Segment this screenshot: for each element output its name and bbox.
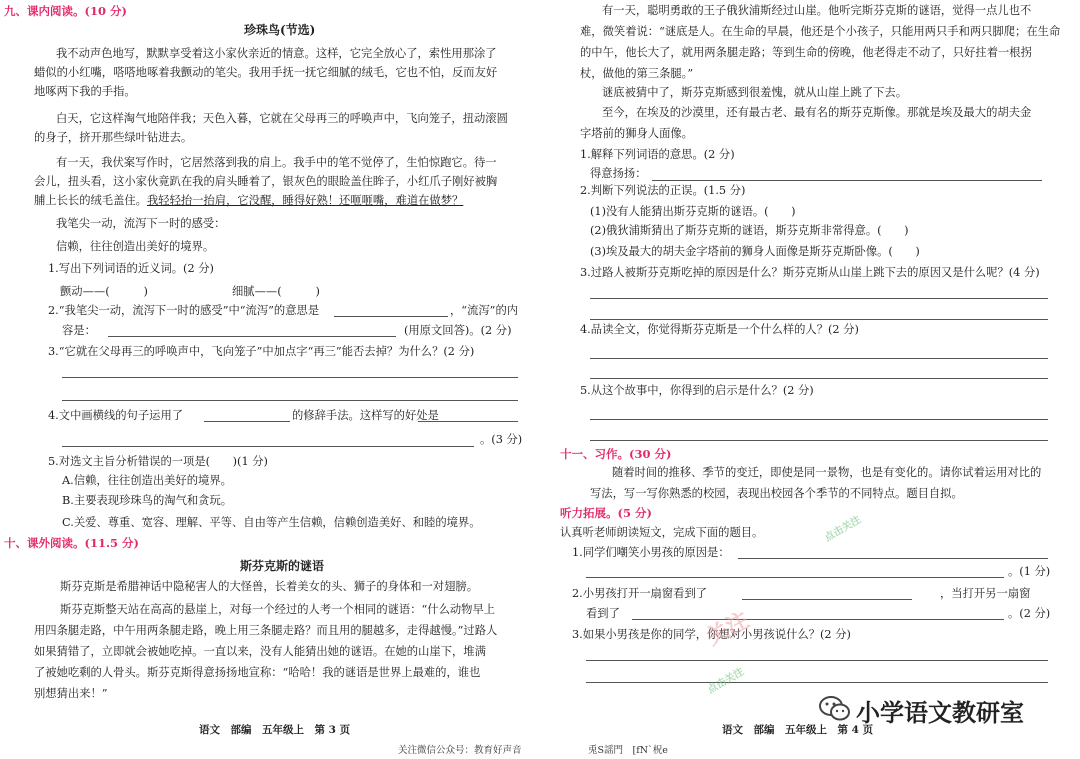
listening-instruction: 认真听老师朗读短文，完成下面的题目。 bbox=[560, 526, 764, 539]
passage-line: 地啄两下我的手指。 bbox=[34, 85, 136, 98]
wechat-account-name: 小学语文教研室 bbox=[856, 699, 1024, 727]
question-2-suffix: (用原文回答)。(2 分) bbox=[404, 324, 512, 337]
answer-line[interactable] bbox=[590, 378, 1048, 379]
passage-line: 斯芬克斯整天站在高高的悬崖上，对每一个经过的人考一个相同的谜语：“什么动物早上 bbox=[60, 603, 496, 616]
passage-line: 杖，做他的第三条腿。” bbox=[580, 67, 694, 80]
statement-1: (1)没有人能猜出斯芬克斯的谜语。( ) bbox=[590, 205, 796, 218]
option-c: C.关爱、尊重、宽容、理解、平等、自由等产生信赖，信赖创造美好、和睦的境界。 bbox=[62, 516, 481, 529]
question-1: 1.写出下列词语的近义词。(2 分) bbox=[48, 262, 214, 275]
passage-line: 如果猜错了，立即就会被她吃掉。一直以来，没有人能猜出她的谜语。在她的山崖下，堆满 bbox=[34, 645, 486, 658]
answer-line[interactable] bbox=[590, 298, 1048, 299]
option-b: B.主要表现珍珠鸟的淘气和贪玩。 bbox=[62, 494, 233, 507]
listening-q2-cont: ，当打开另一扇窗 bbox=[940, 587, 1031, 600]
answer-blank[interactable] bbox=[108, 336, 396, 337]
answer-line[interactable] bbox=[590, 319, 1048, 320]
section-11-heading: 十一、习作。(30 分) bbox=[560, 447, 672, 461]
listening-q2-score: 。(2 分) bbox=[1008, 607, 1051, 620]
passage-line: 有一天，我伏案写作时，它居然落到我的肩上。我手中的笔不觉停了，生怕惊跑它。待一 bbox=[56, 156, 497, 169]
passage-line: 白天，它这样淘气地陪伴我；天色入暮，它就在父母再三的呼唤声中，飞向笼子，扭动滚圆 bbox=[56, 112, 508, 125]
question-2-line2: 容是： bbox=[62, 324, 96, 337]
question-r2: 2.判断下列说法的正误。(1.5 分) bbox=[580, 184, 746, 197]
passage-line: 斯芬克斯是希腊神话中隐秘害人的大怪兽，长着美女的头、狮子的身体和一对翅膀。 bbox=[60, 580, 478, 593]
listening-q2: 2.小男孩打开一扇窗看到了 bbox=[572, 587, 708, 600]
statement-2: (2)俄狄浦斯猜出了斯芬克斯的谜语，斯芬克斯非常得意。( ) bbox=[590, 224, 909, 237]
answer-line[interactable] bbox=[62, 446, 474, 447]
passage-line: 我不动声色地写，默默享受着这小家伙亲近的情意。这样，它完全放心了，索性用那涂了 bbox=[56, 47, 497, 60]
page-footer-4: 语文 部编 五年级上 第 4 页 bbox=[722, 724, 874, 736]
passage-line: 蜡似的小红嘴，嗒嗒地啄着我颤动的笔尖。我用手抚一抚它细腻的绒毛，它也不怕，反而友好 bbox=[34, 66, 498, 79]
question-r1a: 得意扬扬： bbox=[590, 167, 647, 180]
answer-blank[interactable] bbox=[334, 316, 448, 317]
question-r5: 5.从这个故事中，你得到的启示是什么？(2 分) bbox=[580, 384, 814, 397]
passage-line bbox=[34, 194, 463, 208]
answer-blank[interactable] bbox=[204, 421, 290, 422]
question-r4: 4.品读全文，你觉得斯芬克斯是一个什么样的人？(2 分) bbox=[580, 323, 859, 336]
passage-line: 的中午，他长大了，就用两条腿走路；等到生命的傍晚，他老得走不动了，只好拄着一根拐 bbox=[580, 46, 1032, 59]
underlined-sentence: 我轻轻抬一抬肩，它没醒，睡得好熟！还咂咂嘴，难道在做梦？ bbox=[146, 194, 464, 207]
wechat-watermark bbox=[818, 692, 1058, 726]
passage-title-sphinx: 斯芬克斯的谜语 bbox=[240, 559, 325, 573]
question-2: 2.“我笔尖一动，流泻下一时的感受”中“流泻”的意思是 bbox=[48, 304, 320, 317]
passage-line: 至今，在埃及的沙漠里，还有最古老、最有名的斯芬克斯像。那就是埃及最大的胡夫金 bbox=[602, 106, 1032, 119]
passage-line: 我笔尖一动，流泻下一时的感受： bbox=[56, 217, 226, 230]
watermark-stamp-red: 关注 bbox=[702, 607, 754, 651]
answer-line[interactable] bbox=[586, 577, 1004, 578]
passage-line: 用四条腿走路，中午用两条腿走路，晚上用三条腿走路？而且用的腿越多，走得越慢。”过路人 bbox=[34, 624, 498, 637]
writing-prompt: 写法，写一写你熟悉的校园，表现出校园各个季节的不同特点。题目自拟。 bbox=[590, 487, 963, 500]
passage-line: 别想猜出来！” bbox=[34, 687, 108, 700]
question-r1: 1.解释下列词语的意思。(2 分) bbox=[580, 148, 735, 161]
question-3: 3.“它就在父母再三的呼唤声中，飞向笼子”中加点字“再三”能否去掉？为什么？(2 分) bbox=[48, 345, 475, 358]
question-4-cont: 的修辞手法。这样写的好处是 bbox=[292, 409, 439, 422]
question-2-cont: ，“流泻”的内 bbox=[450, 304, 519, 317]
listening-q1-score: 。(1 分) bbox=[1008, 565, 1051, 578]
answer-line[interactable] bbox=[586, 682, 1048, 683]
passage-line: 字塔前的狮身人面像。 bbox=[580, 127, 693, 140]
answer-line[interactable] bbox=[590, 419, 1048, 420]
answer-line[interactable] bbox=[632, 619, 1004, 620]
writing-prompt: 随着时间的推移、季节的变迁，即使是同一景物，也是有变化的。请你试着运用对比的 bbox=[612, 466, 1042, 479]
answer-line[interactable] bbox=[590, 440, 1048, 441]
bottom-follow-text: 关注微信公众号：教育好声音 bbox=[398, 745, 522, 756]
bottom-garbled-text: 兎S謡門 [fN`柷e bbox=[588, 745, 668, 756]
watermark-stamp-green: 点击关注 bbox=[822, 514, 864, 544]
answer-blank[interactable] bbox=[742, 599, 912, 600]
passage-line: 谜底被猜中了，斯芬克斯感到很羞愧，就从山崖上跳了下去。 bbox=[602, 86, 908, 99]
passage-line: 的身子，挤开那些绿叶钻进去。 bbox=[34, 131, 193, 144]
listening-q2-line2: 看到了 bbox=[586, 607, 620, 620]
passage-line: 会儿，扭头看，这小家伙竟趴在我的肩头睡着了，银灰色的眼睑盖住眸子，小红爪子刚好被胸 bbox=[34, 175, 498, 188]
page-footer-3: 语文 部编 五年级上 第 3 页 bbox=[199, 724, 351, 736]
section-9-heading: 九、课内阅读。(10 分) bbox=[4, 4, 127, 18]
question-5: 5.对选文主旨分析错误的一项是( )(1 分) bbox=[48, 455, 268, 468]
question-4: 4.文中画横线的句子运用了 bbox=[48, 409, 184, 422]
passage-line: 有一天，聪明勇敢的王子俄狄浦斯经过山崖。他听完斯芬克斯的谜语，觉得一点儿也不 bbox=[602, 4, 1032, 17]
passage-line: 难，微笑着说：“谜底是人。在生命的早晨，他还是个小孩子，只能用两只手和两只脚爬；在生命 bbox=[580, 25, 1061, 38]
passage-line: 信赖，往往创造出美好的境界。 bbox=[56, 240, 215, 253]
answer-line[interactable] bbox=[738, 558, 1048, 559]
answer-line[interactable] bbox=[590, 358, 1048, 359]
wechat-icon bbox=[818, 694, 852, 724]
question-1a: 颤动——( ) bbox=[60, 285, 148, 298]
answer-line[interactable] bbox=[586, 660, 1048, 661]
answer-line[interactable] bbox=[652, 180, 1042, 181]
question-r3: 3.过路人被斯芬克斯吃掉的原因是什么？斯芬克斯从山崖上跳下去的原因又是什么呢？(4 分) bbox=[580, 266, 1040, 279]
passage-text: 脯上长长的绒毛盖住。 bbox=[34, 194, 147, 207]
answer-blank[interactable] bbox=[418, 421, 518, 422]
answer-line[interactable] bbox=[62, 400, 518, 401]
passage-title-pearl-bird: 珍珠鸟(节选) bbox=[244, 23, 316, 37]
answer-line[interactable] bbox=[62, 377, 518, 378]
listening-heading: 听力拓展。(5 分) bbox=[560, 506, 652, 520]
section-10-heading: 十、课外阅读。(11.5 分) bbox=[4, 536, 139, 550]
statement-3: (3)埃及最大的胡夫金字塔前的狮身人面像是斯芬克斯卧像。( ) bbox=[590, 245, 920, 258]
option-a: A.信赖，往往创造出美好的境界。 bbox=[62, 474, 232, 487]
listening-q3: 3.如果小男孩是你的同学，你想对小男孩说什么？(2 分) bbox=[572, 628, 851, 641]
watermark-stamp-green: 点击关注 bbox=[705, 666, 747, 696]
question-4-score: 。(3 分) bbox=[480, 433, 523, 446]
question-1b: 细腻——( ) bbox=[232, 285, 320, 298]
passage-line: 了被她吃剩的人骨头。斯芬克斯得意扬扬地宣称：“哈哈！我的谜语是世界上最难的，谁也 bbox=[34, 666, 481, 679]
listening-q1: 1.同学们嘲笑小男孩的原因是： bbox=[572, 546, 730, 559]
